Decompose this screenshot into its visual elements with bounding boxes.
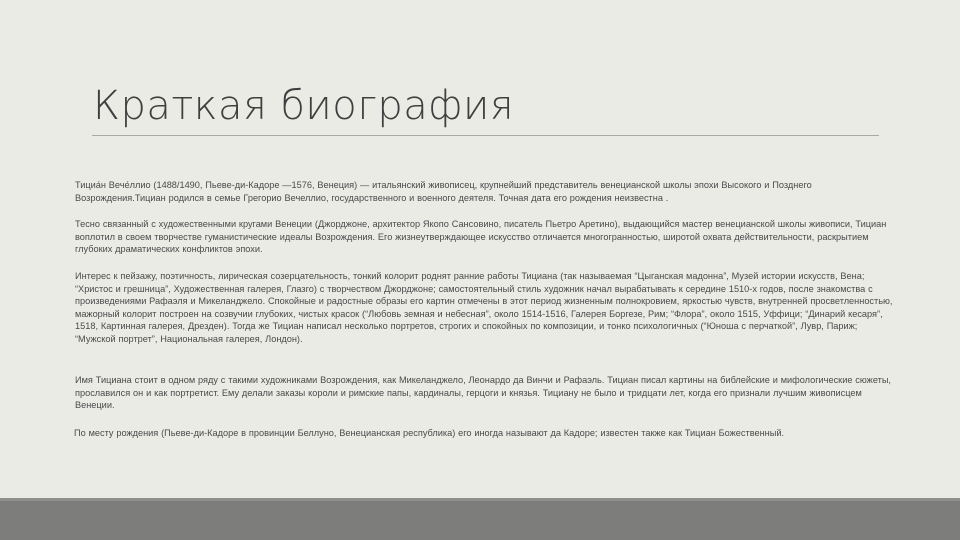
- footer-band: [0, 498, 960, 540]
- title-underline: [92, 135, 879, 136]
- slide-title: Краткая биография: [93, 83, 514, 129]
- paragraph-legacy: Имя Тициана стоит в одном ряду с такими художниками Возрождения, как Микеланджело, Леонардо да Винчи и Рафаэль. Тициан писал картины на библейские и мифологические сюжеты, прославился он и как портретист. Ему делали заказы короли и римские папы, кардиналы, герцоги и князья. Тициану не было и тридцати лет, когда его признали лучшим живописцем Венеции.: [75, 375, 891, 411]
- paragraph-intro: Тициа́н Вече́ллио (1488/1490, Пьеве-ди-Кадоре —1576, Венеция) — итальянский живописец, крупнейший представитель венецианской школы эпохи Высокого и Позднего Возрождения.Тициан родился в семье Грегорио Вечеллио, государственного и военного деятеля. Точная дата его рождения неизвестна .: [75, 180, 812, 203]
- paragraph-venice-circle: Тесно связанный с художественными кругами Венеции (Джорджоне, архитектор Якопо Сансовино, писатель Пьетро Аретино), выдающийся мастер венецианской школы живописи, Тициан воплотил в своем творчестве гуманистические идеалы Возрождения. Его жизнеутверждающее искусство отличается многогранностью, широтой охвата действительности, раскрытием глубоких драматических конфликтов эпохи.: [75, 219, 887, 255]
- footer-band-edge: [0, 498, 960, 501]
- paragraph-nickname: По месту рождения (Пьеве-ди-Кадоре в провинции Беллуно, Венецианская республика) его иногда называют да Кадоре; известен также как Тициан Божественный.: [74, 428, 785, 438]
- paragraph-early-works: Интерес к пейзажу, поэтичность, лирическая созерцательность, тонкий колорит роднят ранние работы Тициана (так называемая “Цыганская мадонна”, Музей истории искусств, Вена; “Христос и грешница”, Художественная галерея, Глазго) с творчеством Джорджоне; самостоятельный стиль художник начал вырабатывать к середине 1510-х годов, после знакомства с произведениями Рафаэля и Микеланджело. Спокойные и радостные образы его картин отмечены в этот период жизненным полнокровием, яркостью чувств, внутренней просветленностью, мажорный колорит построен на созвучии глубоких, чистых красок (“Любовь земная и небесная”, около 1514-1516, Галерея Боргезе, Рим; “Флора”, около 1515, Уффици; “Динарий кесаря”, 1518, Картинная галерея, Дрезден). Тогда же Тициан написал несколько портретов, строгих и спокойных по композиции, и тонко психологичных (“Юноша с перчаткой”, Лувр, Париж; “Мужской портрет”, Национальная галерея, Лондон).: [75, 271, 893, 344]
